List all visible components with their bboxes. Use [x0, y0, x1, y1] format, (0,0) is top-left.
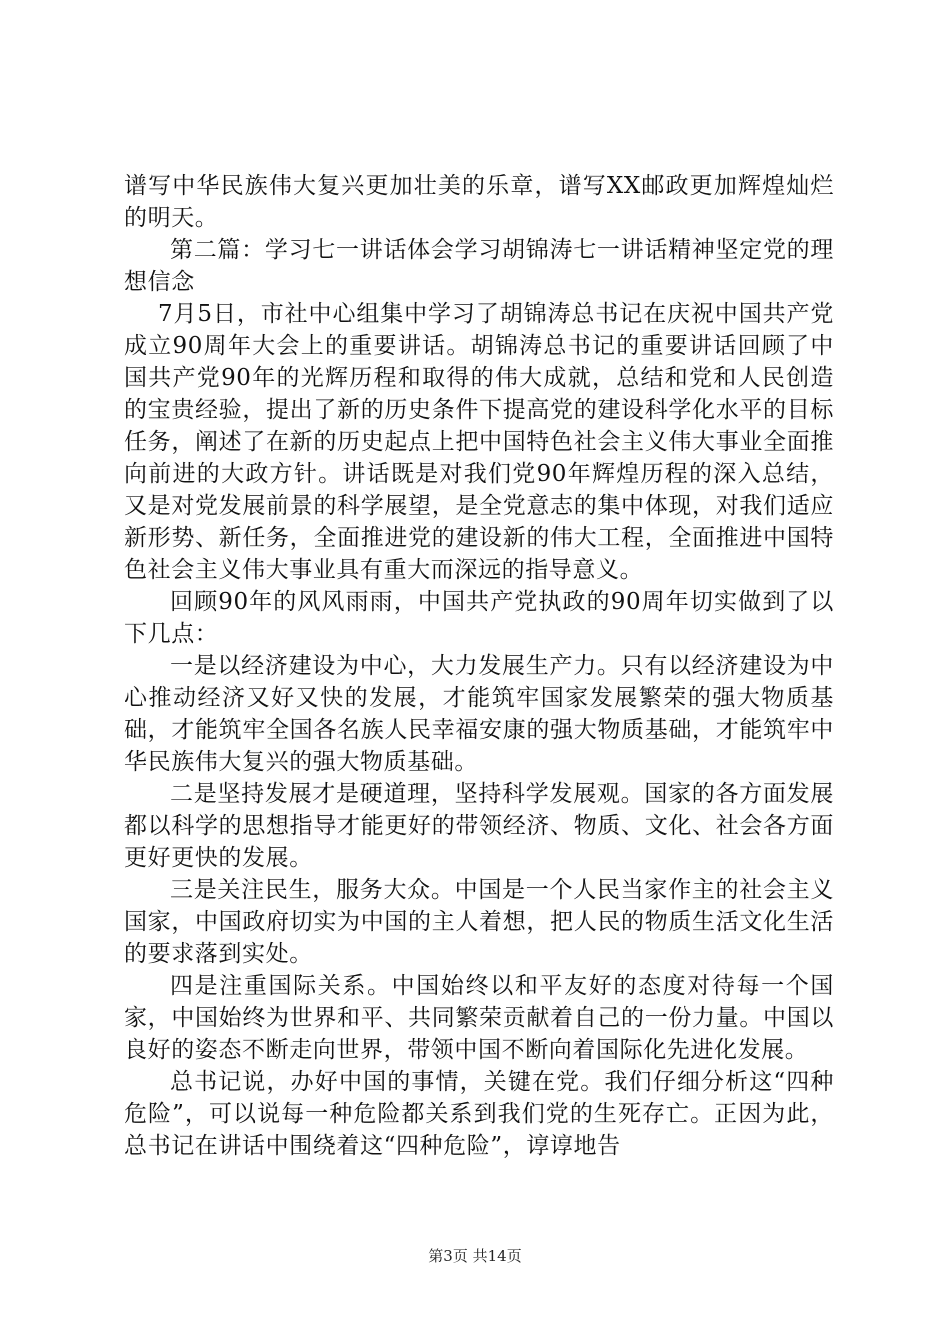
- document-body: [124, 170, 834, 1162]
- paragraph-point-two: 二是坚持发展才是硬道理，坚持科学发展观。国家的各方面发展都以科学的思想指导才能更好的带领经济、物质、文化、社会各方面更好更快的发展。: [124, 781, 834, 871]
- paragraph-review: 回顾90年的风风雨雨，中国共产党执政的90周年切实做到了以下几点：: [124, 589, 834, 647]
- paragraph-continuation: 谱写中华民族伟大复兴更加壮美的乐章，谱写XX邮政更加辉煌灿烂的明天。: [124, 173, 834, 231]
- page-number-footer: 第3页 共14页: [428, 1247, 522, 1265]
- paragraph-intro: 7月5日，市社中心组集中学习了胡锦涛总书记在庆祝中国共产党成立90周年大会上的重要讲话。胡锦涛总书记的重要讲话回顾了中国共产党90年的光辉历程和取得的伟大成就，总结和党和人民创造的宝贵经验，提出了新的历史条件下提高党的建设科学化水平的目标任务，阐述了在新的历史起点上把中国特色社会主义伟大事业全面推向前进的大政方针。讲话既是对我们党90年辉煌历程的深入总结，又是对党发展前景的科学展望，是全党意志的集中体现，对我们适应新形势、新任务，全面推进党的建设新的伟大工程，全面推进中国特色社会主义伟大事业具有重大而深远的指导意义。: [124, 301, 834, 583]
- paragraph-point-three: 三是关注民生，服务大众。中国是一个人民当家作主的社会主义国家，中国政府切实为中国的主人着想，把人民的物质生活文化生活的要求落到实处。: [124, 877, 834, 967]
- paragraph-point-one: 一是以经济建设为中心，大力发展生产力。只有以经济建设为中心推动经济又好又快的发展，才能筑牢国家发展繁荣的强大物质基础，才能筑牢全国各名族人民幸福安康的强大物质基础，才能筑牢中华民族伟大复兴的强大物质基础。: [124, 653, 834, 775]
- paragraph-conclusion: 总书记说，办好中国的事情，关键在党。我们仔细分析这“四种危险”，可以说每一种危险都关系到我们党的生死存亡。正因为此，总书记在讲话中围绕着这“四种危险”，谆谆地告: [124, 1069, 834, 1159]
- paragraph-point-four: 四是注重国际关系。中国始终以和平友好的态度对待每一个国家，中国始终为世界和平、共同繁荣贡献着自己的一份力量。中国以良好的姿态不断走向世界，带领中国不断向着国际化先进化发展。: [124, 973, 834, 1063]
- section-heading: 第二篇：学习七一讲话体会学习胡锦涛七一讲话精神坚定党的理想信念: [124, 237, 834, 295]
